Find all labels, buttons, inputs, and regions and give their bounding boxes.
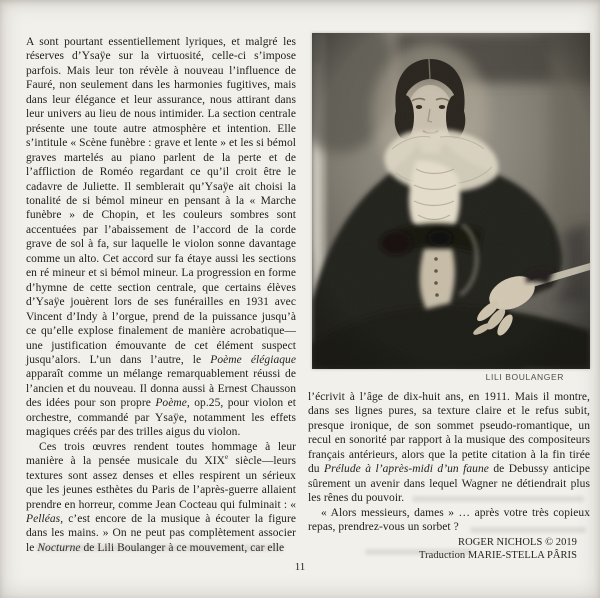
body-text: l’écrivit à l’âge de dix-huit ans, en 1911. Mais il montre, dans ses lignes pures, sa texture claire et le refus subit, presque ironique, de son sommet pseudo-romantique, un recul en sonorité par rapport à la musique des compositeurs français antérieurs, alors que la petite citation à la fin tirée du (308, 391, 590, 476)
left-column (26, 35, 296, 555)
work-title-poeme-elegiaque: Poème élégiaque (210, 353, 296, 366)
paragraph-2-continued (308, 390, 590, 506)
page-number: 11 (294, 561, 306, 573)
paragraph-2 (26, 440, 296, 556)
paragraph-3: « Alors messieurs, dames » … après votre très copieux repas, prendrez-vous un sorbet ? (308, 506, 590, 534)
body-text: siècle—leurs textures sont assez denses et elles respirent un sérieux que les jeunes esthètes du Paris de l’après-guerre allaient prendre en horreur, comme Jean Cocteau qui fulminait : « (26, 455, 296, 511)
work-title-nocturne: Nocturne (37, 541, 81, 554)
body-text: , c’est encore de la musique à écouter la figure dans les mains. » On ne peut pas complètement associer le (26, 512, 296, 554)
credit-author: ROGER NICHOLS © 2019 (458, 536, 577, 548)
superscript-e: e (225, 453, 229, 462)
portrait-photo (312, 33, 590, 369)
credits (308, 536, 590, 563)
credit-translation: Traduction MARIE-STELLA PÂRIS (419, 550, 577, 562)
body-text: apparaît comme un mélange remarquablement réussi de l’ancien et du nouveau. Il donna aussi à Ernest Chausson des idées pour son propre (26, 368, 296, 410)
right-column (308, 390, 590, 563)
lili-boulanger-photo (312, 33, 590, 369)
photo-caption: LILI BOULANGER (485, 372, 564, 382)
body-text: A sont pourtant essentiellement lyriques, et malgré les réserves d’Ysaÿe sur la virtuosité, celle-ci s’impose parfois. Mais leur ton révèle à nouveau l’influence de Fauré, non seulement dans les harmonies fugitives, mais dans leur élégance et leur assurance, nous attirant dans leur univers au lieu de nous intimider. La section centrale présente une toute autre atmosphère et intention. Elle s’intitule « Scène funèbre : grave et lente » et les si bémol graves martelés au piano parlent de la perte et de l’affliction de Roméo regardant ce qu’il croit être le cadavre de Juliette. Il semblerait qu’Ysaÿe ait choisi la tonalité de si bémol mineur en pensant à la « Marche funèbre » de Chopin, et les couleurs sombres sont accentuées par l’abaissement de l’accord de la corde grave de sol à fa, sur laquelle le violon sonne davantage comme un alto. Cet accord sur fa étaye aussi les sections en ré mineur et si bémol mineur. La progression en forme d’hymne de cette section centrale, que certains élèves d’Ysaÿe jouèrent lors de ses funérailles en 1931 avec Vincent d’Indy à l’orgue, prend de la puissance jusqu’à ce qu’elle explose finalement de manière acrobatique—une justification émouvante de cet élément suspect jusqu’alors. L’un dans l’autre, le (26, 36, 296, 366)
body-text: de Debussy anticipe sûrement un avenir dans lequel Wagner ne détiendrait plus les rênes du pouvoir. (308, 463, 590, 505)
body-text: de Lili Boulanger à ce mouvement, car elle (80, 541, 285, 554)
paragraph-1 (26, 35, 296, 440)
body-text: , op.25, pour violon et orchestre, commandé par Ysaÿe, notamment les effets magiques créés par des trilles aigus du violon. (26, 397, 297, 439)
body-text: Ces trois œuvres rendent toutes hommage à leur manière à la pensée musicale du XIX (26, 440, 296, 468)
work-title-poeme: Poème (155, 397, 187, 410)
work-title-pelleas: Pelléas (26, 512, 61, 525)
work-title-prelude: Prélude à l’après-midi d’un faune (324, 463, 489, 476)
